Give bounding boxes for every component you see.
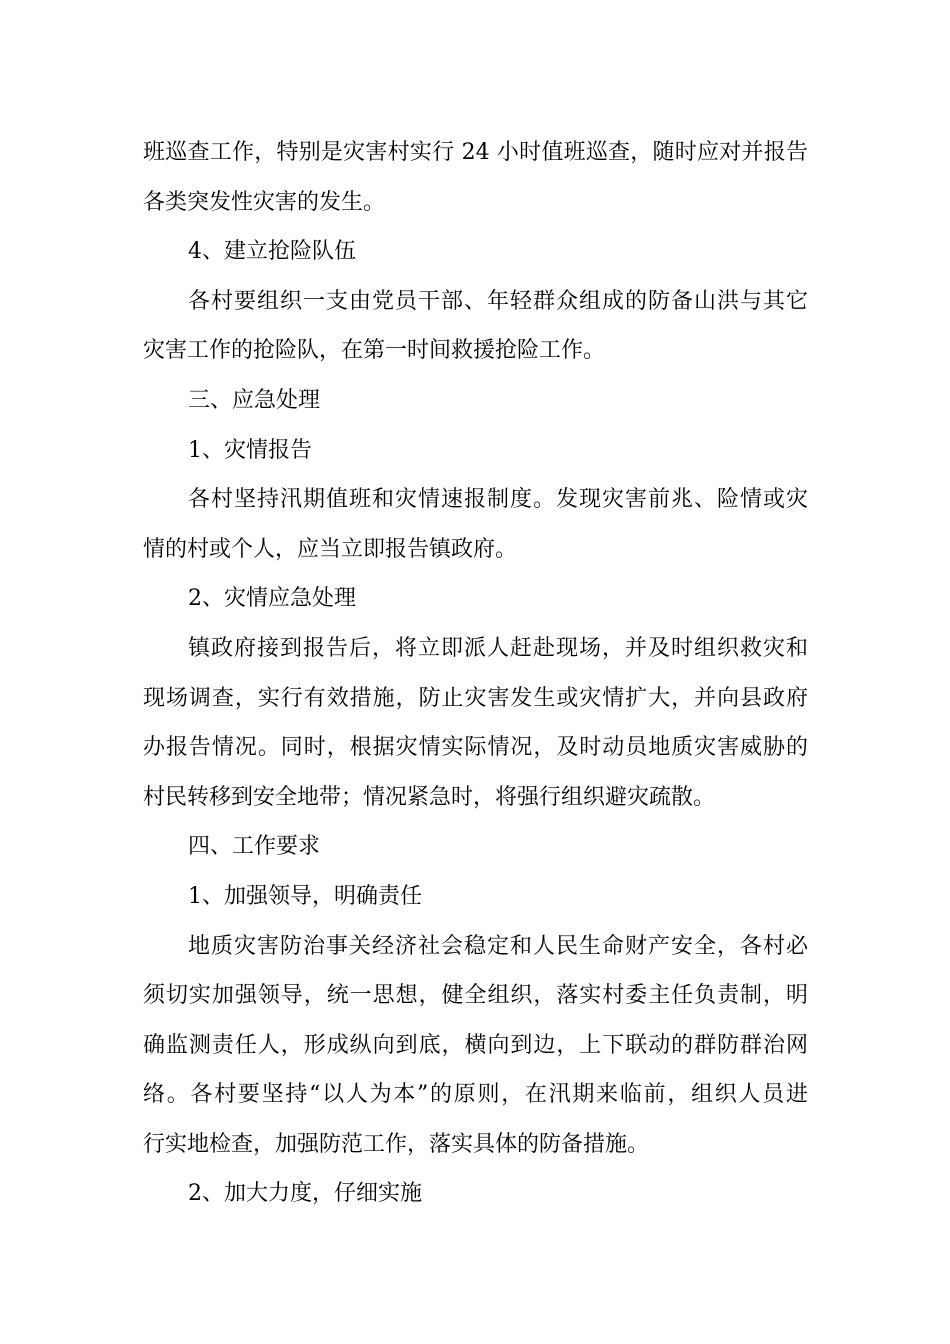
section-heading: 2、灾情应急处理 <box>188 586 356 612</box>
body-line: 确监测责任人，形成纵向到底，横向到边，上下联动的群防群治网 <box>143 1032 808 1058</box>
section-heading: 四、工作要求 <box>188 834 321 860</box>
body-line: 须切实加强领导，统一思想，健全组织，落实村委主任负责制，明 <box>143 983 808 1009</box>
document-body <box>143 128 808 1219</box>
body-line: 现场调查，实行有效措施，防止灾害发生或灾情扩大，并向县政府 <box>143 685 808 711</box>
body-line: 络。各村要坚持“以人为本”的原则，在汛期来临前，组织人员进 <box>143 1082 808 1108</box>
section-heading: 1、灾情报告 <box>188 437 312 463</box>
section-heading: 4、建立抢险队伍 <box>188 239 356 265</box>
body-line: 各类突发性灾害的发生。 <box>143 189 386 215</box>
body-line: 镇政府接到报告后，将立即派人赶赴现场，并及时组织救灾和 <box>188 635 808 661</box>
body-line: 灾害工作的抢险队，在第一时间救援抢险工作。 <box>143 338 606 364</box>
body-line: 办报告情况。同时，根据灾情实际情况，及时动员地质灾害威胁的 <box>143 735 808 761</box>
body-line: 村民转移到安全地带；情况紧急时，将强行组织避灾疏散。 <box>143 784 716 810</box>
section-heading: 2、加大力度，仔细实施 <box>188 1181 422 1207</box>
body-line: 各村要组织一支由党员干部、年轻群众组成的防备山洪与其它 <box>188 288 808 314</box>
body-line: 情的村或个人，应当立即报告镇政府。 <box>143 536 518 562</box>
body-line: 行实地检查，加强防范工作，落实具体的防备措施。 <box>143 1131 650 1157</box>
body-line: 班巡查工作，特别是灾害村实行 24 小时值班巡查，随时应对并报告 <box>143 140 808 165</box>
section-heading: 三、应急处理 <box>188 387 321 413</box>
body-line: 地质灾害防治事关经济社会稳定和人民生命财产安全，各村必 <box>188 933 808 959</box>
body-line: 各村坚持汛期值班和灾情速报制度。发现灾害前兆、险情或灾 <box>188 487 808 513</box>
section-heading: 1、加强领导，明确责任 <box>188 883 422 909</box>
